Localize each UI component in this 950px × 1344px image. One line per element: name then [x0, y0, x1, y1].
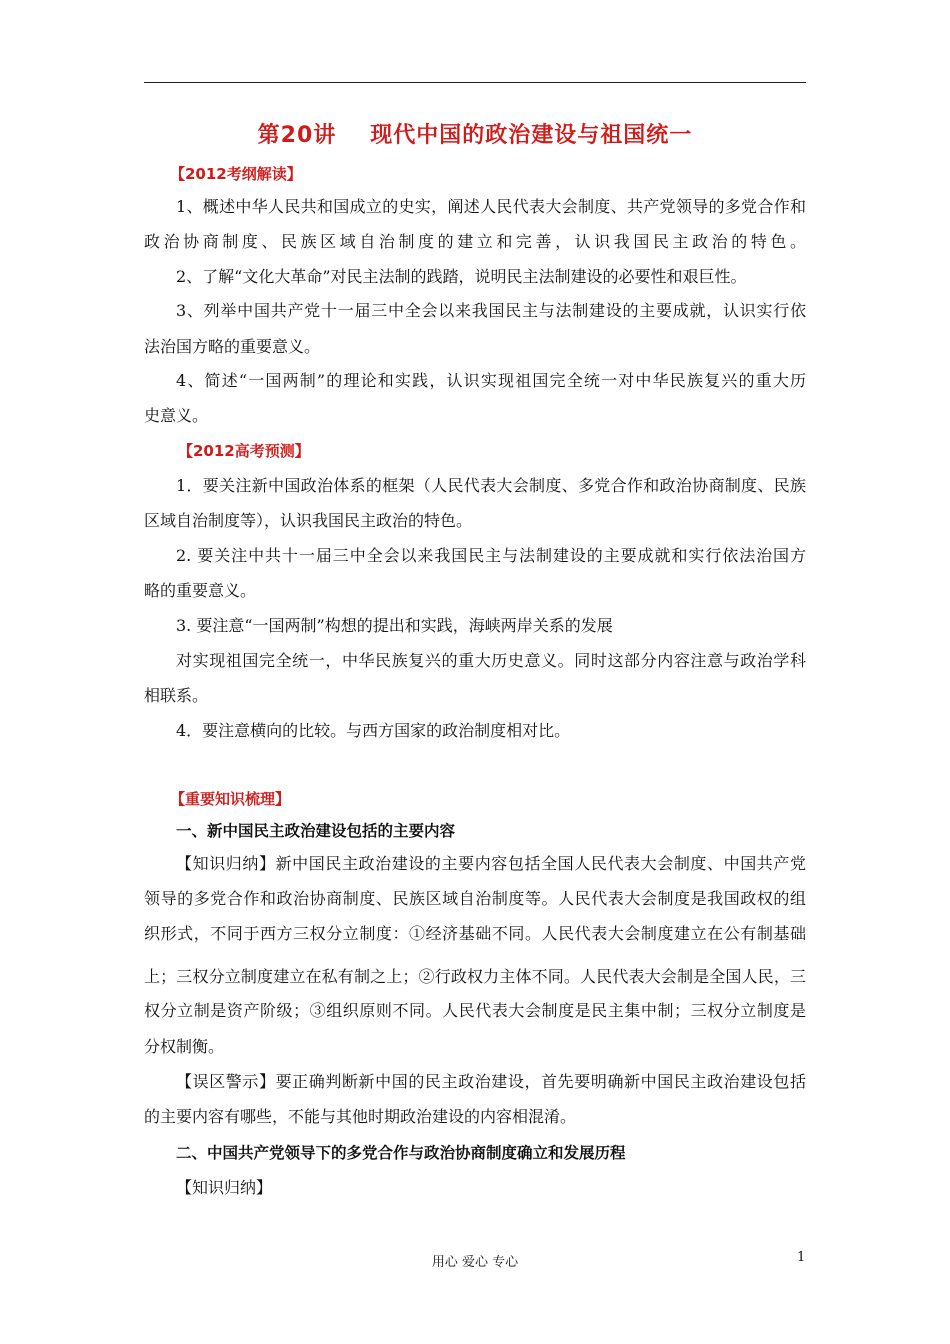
knowledge-line-6: 分权制衡。 [144, 1037, 225, 1056]
forecast-line-4: 略的重要意义。 [144, 581, 257, 600]
forecast-line-6: 对实现祖国完全统一，中华民族复兴的重大历史意义。同时这部分内容注意与政治学科 [176, 651, 806, 670]
page-number: 1 [797, 1250, 806, 1265]
syllabus-line-2: 政治协商制度、民族区域自治制度的建立和完善，认识我国民主政治的特色。 [144, 232, 806, 251]
page-title [0, 118, 950, 149]
section-header-syllabus: 【2012考纲解读】 [170, 165, 302, 183]
section-header-forecast: 【2012高考预测】 [178, 442, 310, 460]
syllabus-line-6: 4、简述“一国两制”的理论和实践，认识实现祖国完全统一对中华民族复兴的重大历 [176, 371, 806, 390]
warning-line-2: 的主要内容有哪些，不能与其他时期政治建设的内容相混淆。 [144, 1107, 577, 1126]
warning-line-1: 【误区警示】要正确判断新中国的民主政治建设，首先要明确新中国民主政治建设包括 [176, 1072, 806, 1091]
forecast-line-3: 2. 要关注中共十一届三中全会以来我国民主与法制建设的主要成就和实行依法治国方 [176, 546, 806, 565]
forecast-line-1: 1．要关注新中国政治体系的框架（人民代表大会制度、多党合作和政治协商制度、民族 [176, 476, 806, 495]
header-rule [144, 82, 806, 83]
syllabus-line-3: 2、了解“文化大革命”对民主法制的践踏，说明民主法制建设的必要性和艰巨性。 [176, 267, 747, 286]
lecture-title: 现代中国的政治建设与祖国统一 [370, 123, 693, 148]
page-footer: 用心 爱心 专心 [431, 1255, 519, 1270]
knowledge-line-4: 上；三权分立制度建立在私有制之上；②行政权力主体不同。人民代表大会制是全国人民，三 [144, 967, 806, 986]
knowledge-line-3: 织形式，不同于西方三权分立制度：①经济基础不同。人民代表大会制度建立在公有制基础 [144, 924, 806, 943]
syllabus-line-5: 法治国方略的重要意义。 [144, 337, 321, 356]
knowledge-line-2: 领导的多党合作和政治协商制度、民族区域自治制度等。人民代表大会制度是我国政权的组 [144, 889, 806, 908]
syllabus-line-7: 史意义。 [144, 406, 209, 425]
forecast-line-7: 相联系。 [144, 686, 209, 705]
forecast-line-5: 3. 要注意“一国两制”构想的提出和实践，海峡两岸关系的发展 [176, 616, 613, 635]
knowledge-line-5: 权分立制是资产阶级；③组织原则不同。人民代表大会制度是民主集中制；三权分立制度是 [144, 1001, 806, 1020]
lecture-number: 第20讲 [257, 123, 337, 148]
subheading-1: 一、新中国民主政治建设包括的主要内容 [176, 822, 456, 840]
syllabus-line-1: 1、概述中华人民共和国成立的史实，阐述人民代表大会制度、共产党领导的多党合作和 [176, 197, 806, 216]
knowledge-label: 【知识归纳】 [176, 1178, 273, 1197]
knowledge-line-1: 【知识归纳】新中国民主政治建设的主要内容包括全国人民代表大会制度、中国共产党 [176, 854, 806, 873]
subheading-2: 二、中国共产党领导下的多党合作与政治协商制度确立和发展历程 [176, 1144, 626, 1162]
section-header-knowledge: 【重要知识梳理】 [170, 790, 291, 808]
syllabus-line-4: 3、列举中国共产党十一届三中全会以来我国民主与法制建设的主要成就，认识实行依 [176, 301, 806, 320]
forecast-line-2: 区域自治制度等），认识我国民主政治的特色。 [144, 511, 473, 530]
forecast-line-8: 4．要注意横向的比较。与西方国家的政治制度相对比。 [176, 721, 571, 740]
